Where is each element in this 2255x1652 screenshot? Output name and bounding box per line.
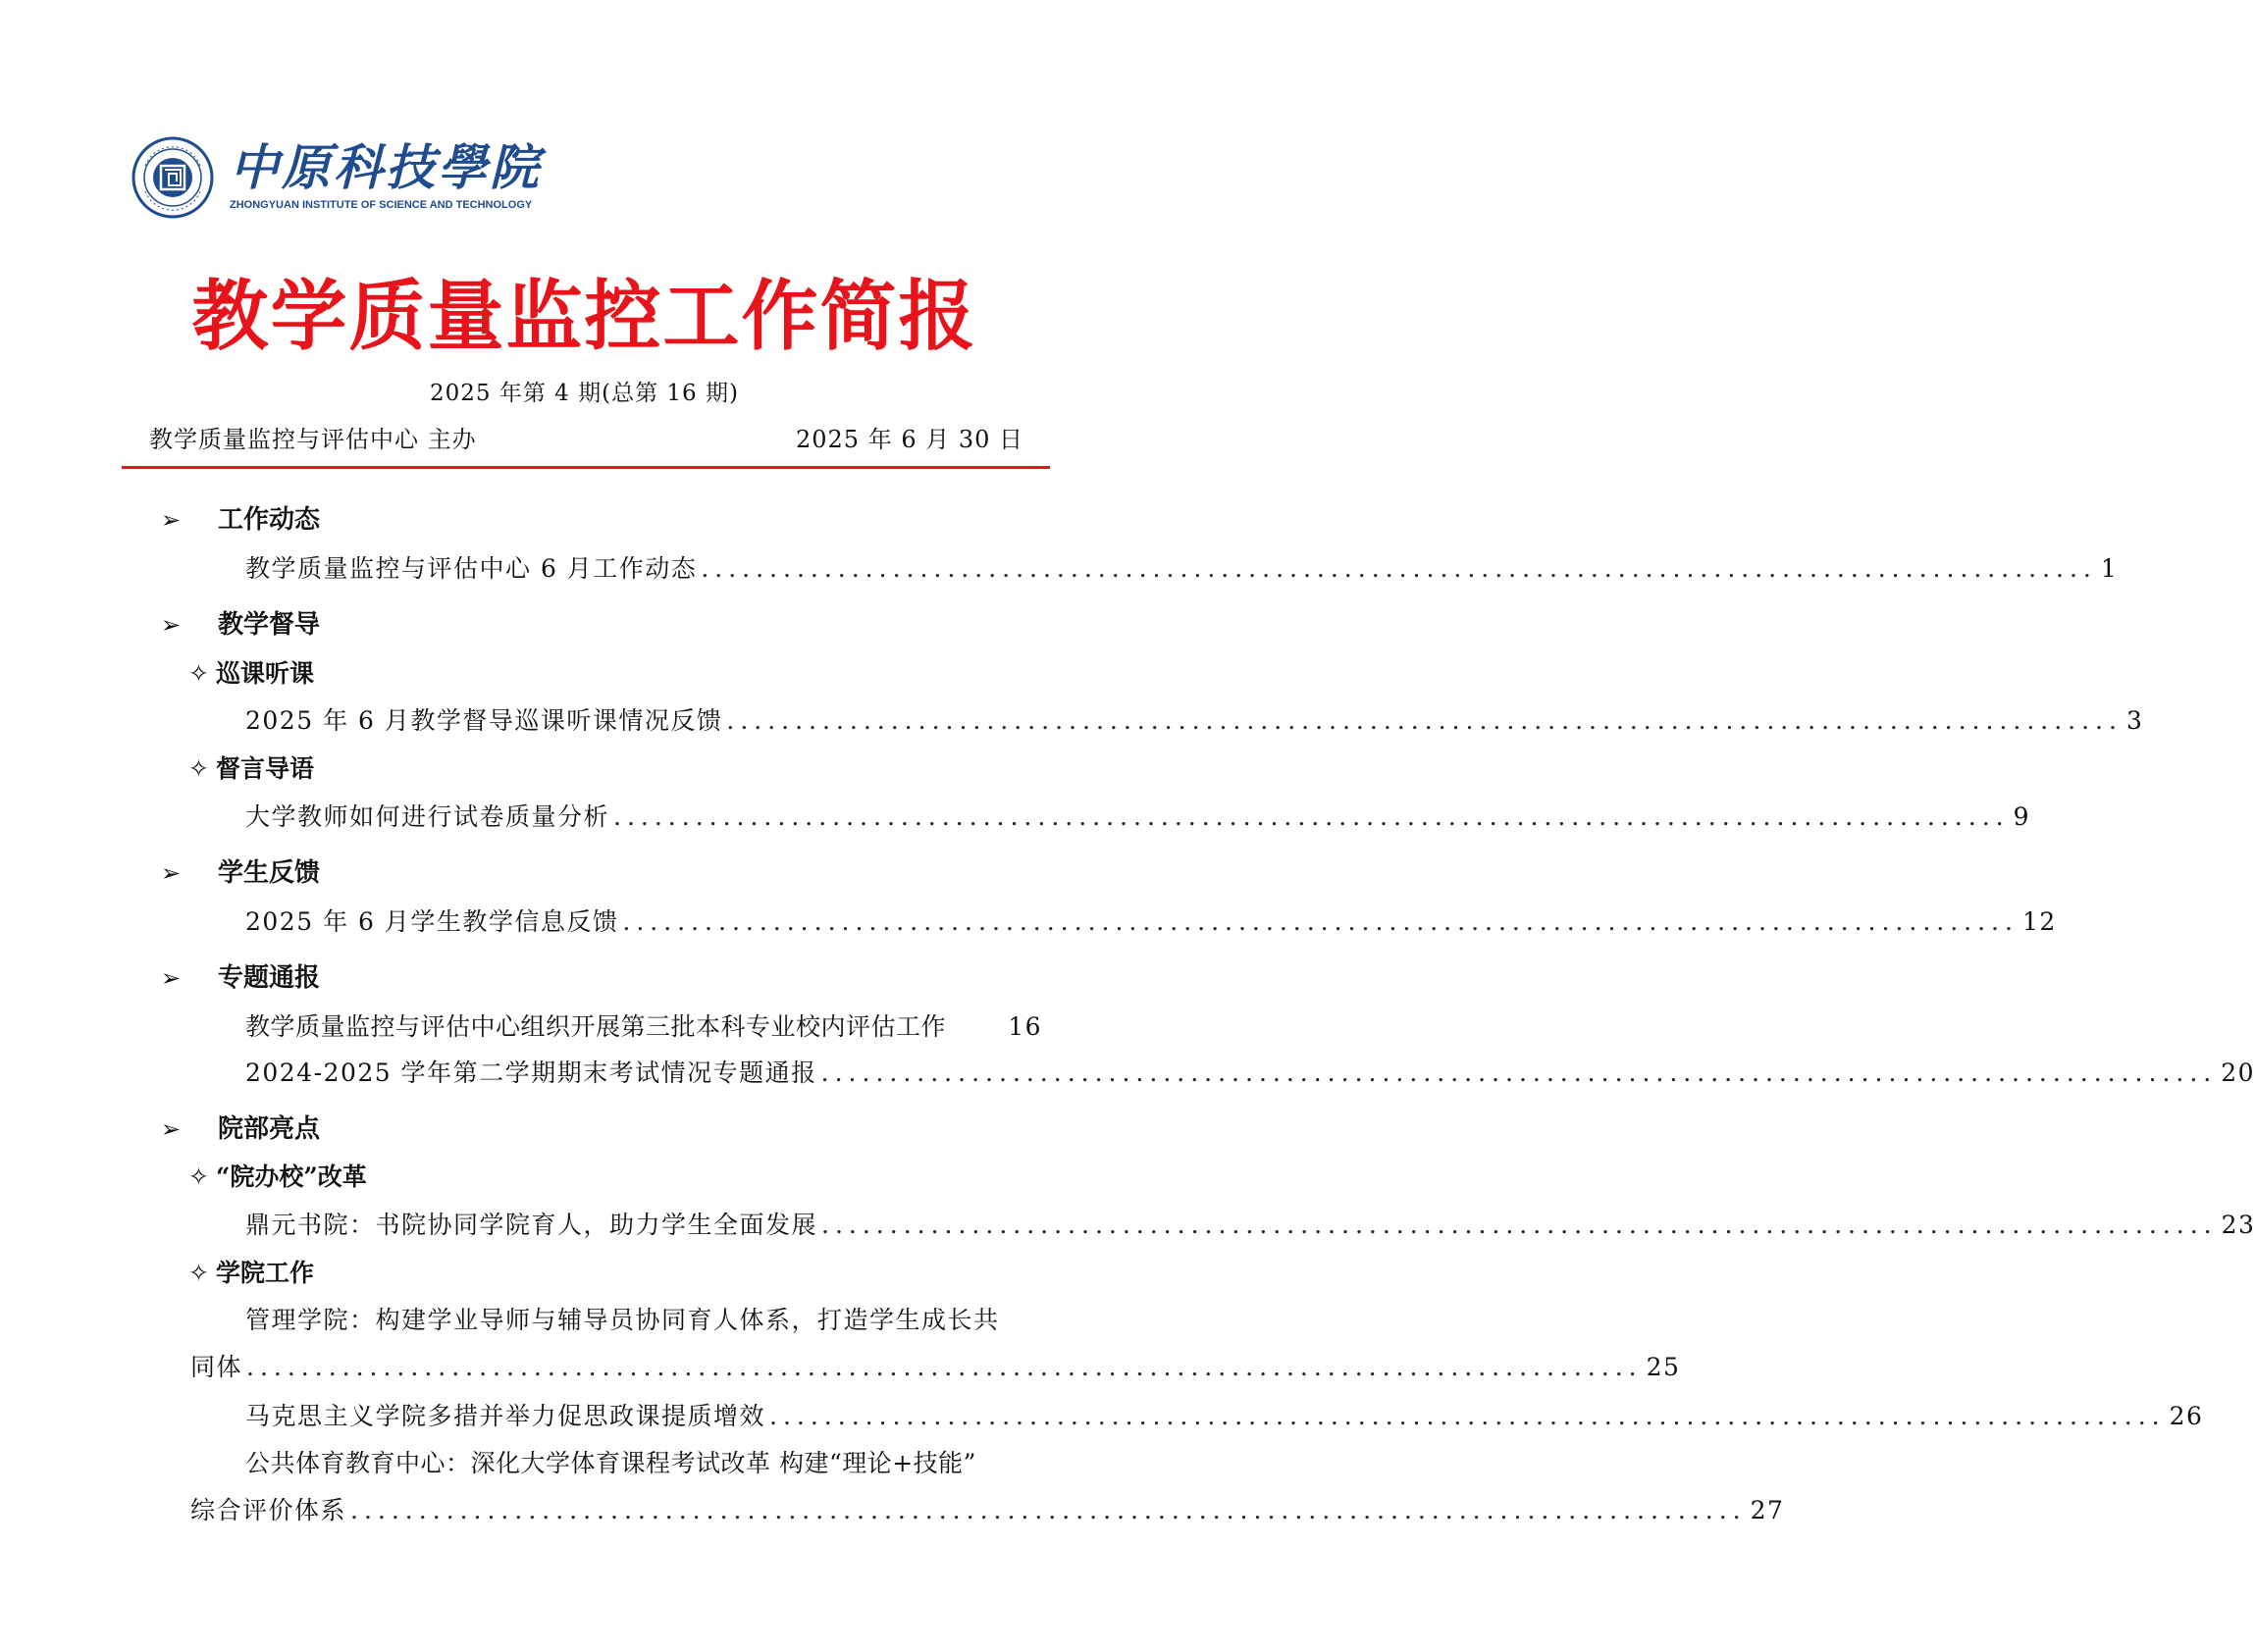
toc-entry[interactable] (245, 704, 2144, 738)
toc-subheading: ✧ 学院工作 (188, 1257, 314, 1290)
diamond-bullet-icon: ✧ (188, 1259, 209, 1287)
toc-entry-continuation[interactable] (190, 1351, 1681, 1384)
toc-leader-dots: ...................................................................................................... (701, 554, 2097, 583)
toc-entry[interactable] (245, 800, 2030, 834)
toc-subheading: ✧ 巡课听课 (188, 657, 314, 691)
toc-leader-dots: ...................................................................................................... (350, 1496, 1747, 1524)
arrow-bullet-icon: ➢ (161, 611, 182, 639)
toc-entry[interactable] (245, 1447, 1042, 1480)
toc-entry-title: 马克思主义学院多措并举力促思政课提质增效 (245, 1402, 766, 1430)
diamond-bullet-icon: ✧ (188, 754, 209, 783)
toc-page-number: 12 (2021, 907, 2057, 936)
bulletin-title: 教学质量监控工作简报 (191, 272, 977, 361)
toc-page-number: 3 (2125, 706, 2144, 735)
toc-leader-dots: ...................................................................................................... (769, 1402, 2166, 1430)
toc-entry-title: 公共体育教育中心：深化大学体育课程考试改革 构建“理论+技能” (245, 1449, 976, 1477)
toc-subheading: ✧ 督言导语 (188, 752, 314, 786)
logo-name-cn: 中原科技學院 (230, 138, 542, 196)
issue-date: 2025 年 6 月 30 日 (796, 426, 1024, 453)
toc-page-number: 25 (1646, 1353, 1681, 1381)
toc-leader-dots: ...................................................................................................... (726, 706, 2123, 735)
toc-entry[interactable] (245, 1304, 1042, 1337)
toc-leader-dots: ...................................................................................................... (821, 1211, 2218, 1239)
toc-page-number: 20 (2221, 1058, 2255, 1087)
toc-entry-title: 2025 年 6 月学生教学信息反馈 (245, 907, 619, 936)
toc-entry-title: 管理学院：构建学业导师与辅导员协同育人体系，打造学生成长共 (245, 1306, 1000, 1334)
toc-leader-dots: ...................................................................................................... (246, 1353, 1643, 1381)
arrow-bullet-icon: ➢ (161, 506, 182, 534)
toc-page-number: 23 (2221, 1211, 2255, 1239)
toc-entry-title: 2025 年 6 月教学督导巡课听课情况反馈 (245, 706, 723, 735)
toc-page-number: 9 (2013, 802, 2030, 831)
sponsor: 教学质量监控与评估中心 主办 (149, 426, 477, 453)
toc-entry[interactable] (245, 1209, 2255, 1242)
toc-entry-title-continuation: 综合评价体系 (190, 1496, 347, 1524)
arrow-bullet-icon: ➢ (161, 1115, 182, 1143)
logo-name-en: ZHONGYUAN INSTITUTE OF SCIENCE AND TECHNOLOGY (230, 199, 533, 211)
toc-page-number: 27 (1750, 1496, 1785, 1524)
toc-leader-dots: ...................................................................................................... (613, 802, 2010, 831)
toc-page-number: 1 (2100, 554, 2119, 583)
diamond-bullet-icon: ✧ (188, 1162, 209, 1191)
toc-entry[interactable] (245, 1400, 2204, 1433)
toc-section-heading: ➢ 专题通报 (161, 963, 321, 993)
toc-section-heading: ➢ 教学督导 (161, 610, 321, 640)
diamond-bullet-icon: ✧ (188, 659, 209, 688)
toc-leader-dots: ...................................................................................................... (622, 907, 2019, 936)
toc-entry[interactable] (245, 905, 2057, 939)
toc-page-number: 16 (1008, 1012, 1042, 1041)
toc-entry-title: 鼎元书院：书院协同学院育人，助力学生全面发展 (245, 1211, 818, 1239)
toc-section-heading: ➢ 院部亮点 (161, 1114, 321, 1144)
toc-entry[interactable] (245, 1010, 1042, 1044)
arrow-bullet-icon: ➢ (161, 859, 182, 887)
toc-entry[interactable] (245, 552, 2119, 586)
issue-number: 2025 年第 4 期(总第 16 期) (430, 381, 739, 406)
toc-entry-title: 2024-2025 学年第二学期期末考试情况专题通报 (245, 1058, 817, 1087)
toc-entry-title: 教学质量监控与评估中心组织开展第三批本科专业校内评估工作 (245, 1012, 947, 1041)
toc-entry[interactable] (245, 1057, 2255, 1090)
toc-subheading: ✧ “院办校”改革 (188, 1161, 367, 1194)
toc-section-heading: ➢ 工作动态 (161, 505, 321, 535)
toc-section-heading: ➢ 学生反馈 (161, 858, 321, 888)
toc-entry-title: 大学教师如何进行试卷质量分析 (245, 802, 610, 831)
toc-page-number: 26 (2169, 1402, 2204, 1430)
toc-entry-title: 教学质量监控与评估中心 6 月工作动态 (245, 554, 698, 583)
toc-entry-title-continuation: 同体 (190, 1353, 243, 1381)
toc-leader-dots: ...................................................................................................... (820, 1058, 2218, 1087)
arrow-bullet-icon: ➢ (161, 964, 182, 992)
toc-entry-continuation[interactable] (190, 1494, 1785, 1527)
